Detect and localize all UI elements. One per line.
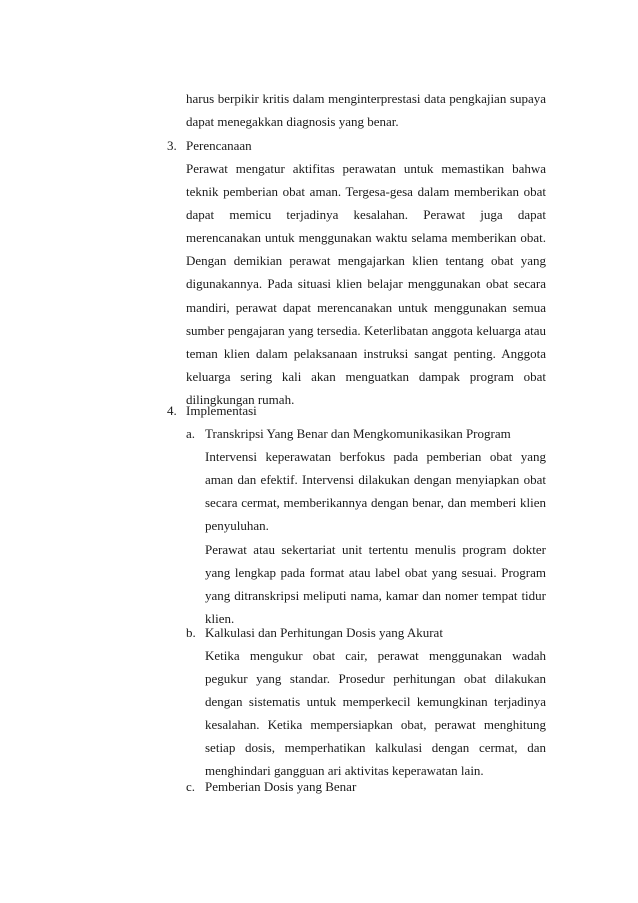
intro-paragraph: harus berpikir kritis dalam menginterprestasi data pengkajian supaya dapat menegakkan diagnosis yang benar. [186, 91, 546, 130]
subsection-c-letter: c. [186, 779, 196, 794]
subsection-b-title: Kalkulasi dan Perhitungan Dosis yang Akurat [205, 625, 443, 640]
subsection-a-paragraph-2: Perawat atau sekertariat unit tertentu menulis program dokter yang lengkap pada format atau label obat yang sesuai. Program yang ditranskripsi meliputi nama, kamar dan nomer tempat tidur klien. [205, 542, 546, 627]
subsection-a-title: Transkripsi Yang Benar dan Mengkomunikasikan Program [205, 426, 511, 441]
section-3-body: Perawat mengatur aktifitas perawatan untuk memastikan bahwa teknik pemberian obat aman. Tergesa-gesa dalam memberikan obat dapat memicu terjadinya kesalahan. Perawat juga dapat merencanakan untuk menggunakan waktu selama memberikan obat. Dengan demikian perawat mengajarkan klien tentang obat yang digunakannya. Pada situasi klien belajar menggunakan obat secara mandiri, perawat dapat merencanakan untuk menggunakan semua sumber pengajaran yang tersedia. Keterlibatan anggota keluarga atau teman klien dalam pelaksanaan instruksi sangat penting. Anggota keluarga sering kali akan menguatkan dampak program obat dilingkungan rumah. [186, 161, 546, 407]
subsection-c-title: Pemberian Dosis yang Benar [205, 779, 357, 794]
subsection-b-letter: b. [186, 625, 196, 640]
subsection-b-paragraph-1: Ketika mengukur obat cair, perawat menggunakan wadah pegukur yang standar. Prosedur perhitungan obat dilakukan dengan sistematis untuk memperkecil kemungkinan terjadinya kesalahan. Ketika mempersiapkan obat, perawat menghitung setiap dosis, memperhatikan kalkulasi dengan cermat, dan menghindari gangguan ari aktivitas keperawatan lain. [205, 648, 546, 779]
section-3-title: Perencanaan [186, 138, 252, 153]
subsection-a-paragraph-1: Intervensi keperawatan berfokus pada pemberian obat yang aman dan efektif. Intervensi dilakukan dengan menyiapkan obat secara cermat, memberikannya dengan benar, dan memberi klien penyuluhan. [205, 449, 546, 534]
section-4-number: 4. [167, 403, 177, 418]
subsection-a-letter: a. [186, 426, 196, 441]
section-3-number: 3. [167, 138, 177, 153]
section-4-title: Implementasi [186, 403, 257, 418]
